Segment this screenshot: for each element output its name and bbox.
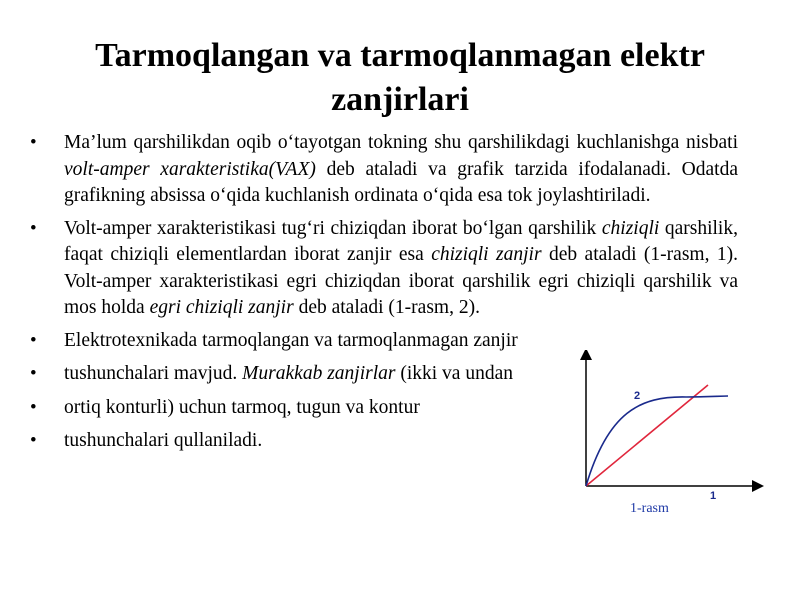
bullet-emphasis: Murakkab zanjirlar bbox=[242, 363, 396, 384]
bullet-emphasis: chiziqli bbox=[601, 217, 660, 239]
bullet-emphasis: volt-amper xarakteristika(VAX) bbox=[64, 158, 316, 180]
curve-label-linear: 1 bbox=[710, 490, 717, 502]
bullet-dot: • bbox=[30, 329, 37, 351]
bullet-text: Volt-amper xarakteristikasi tug‘ri chiziqdan iborat bo‘lgan qarshilik bbox=[64, 217, 602, 239]
bullet-text: deb ataladi va grafik tarzida ifodalanadi. Odatda grafikning absissa o‘qida kuchlanish ordinata o‘qida esa tok joylashtiriladi. bbox=[64, 158, 738, 206]
vax-figure bbox=[576, 350, 766, 525]
curve-label-nonlinear: 2 bbox=[634, 390, 641, 402]
nonlinear-vax-curve bbox=[586, 396, 728, 486]
bullet-emphasis: chiziqli zanjir bbox=[431, 244, 542, 265]
bullet-dot: • bbox=[30, 132, 37, 153]
bullet-item-linear-nonlinear bbox=[28, 216, 738, 322]
bullet-text: tushunchalari mavjud. bbox=[64, 363, 243, 384]
bullet-text: deb ataladi (1-rasm, 1). Volt-amper xarakteristikasi egri chiziqdan iborat qarshilik egri chiziqli qarshilik va mos holda bbox=[64, 244, 738, 318]
bullet-dot: • bbox=[30, 217, 37, 239]
bullet-text: qarshilik, faqat chiziqli elementlardan iborat zanjir esa bbox=[64, 217, 738, 265]
bullet-dot: • bbox=[30, 396, 37, 418]
figure-caption: 1-rasm bbox=[630, 501, 669, 516]
linear-vax-line bbox=[586, 385, 708, 486]
bullet-text: (ikki va undan bbox=[395, 363, 513, 384]
bullet-text: Ma’lum qarshilikdan oqib o‘tayotgan tokning shu qarshilikdagi kuchlanishga nisbati bbox=[64, 132, 738, 153]
bullet-text: deb ataladi (1-rasm, 2). bbox=[293, 297, 480, 318]
bullet-emphasis: egri chiziqli zanjir bbox=[149, 297, 294, 318]
bullet-text: ortiq konturli) uchun tarmoq, tugun va kontur bbox=[64, 396, 420, 418]
bullet-text: tushunchalari qullaniladi. bbox=[64, 430, 263, 451]
bullet-dot: • bbox=[30, 363, 37, 384]
slide-title: Tarmoqlangan va tarmoqlanmagan elektr zanjirlari bbox=[95, 37, 705, 118]
bullet-item-vax-definition bbox=[28, 130, 738, 210]
vax-graph bbox=[576, 350, 766, 500]
bullet-text: Elektrotexnikada tarmoqlangan va tarmoqlanmagan zanjir bbox=[64, 329, 518, 351]
bullet-dot: • bbox=[30, 430, 37, 451]
